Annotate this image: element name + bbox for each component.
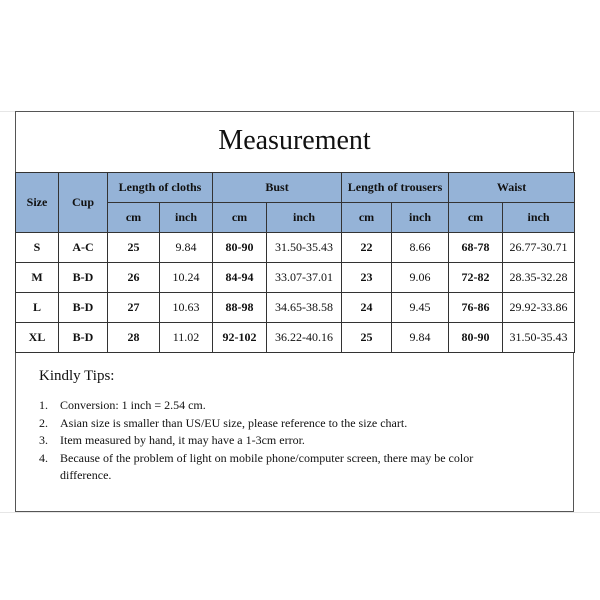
cell-trousers-inch: 8.66 bbox=[392, 233, 449, 263]
cell-cloth-cm: 25 bbox=[108, 233, 160, 263]
cell-cloth-inch: 10.24 bbox=[160, 263, 213, 293]
cell-bust-inch: 33.07-37.01 bbox=[267, 263, 342, 293]
tip-number: 4. bbox=[39, 450, 48, 465]
cell-trousers-inch: 9.84 bbox=[392, 323, 449, 353]
cell-waist-inch: 31.50-35.43 bbox=[503, 323, 575, 353]
tip-number: 1. bbox=[39, 398, 48, 412]
cell-bust-inch: 34.65-38.58 bbox=[267, 293, 342, 323]
tip-text: Conversion: 1 inch = 2.54 cm. bbox=[60, 398, 206, 412]
cell-waist-cm: 72-82 bbox=[449, 263, 503, 293]
cell-bust-cm: 88-98 bbox=[213, 293, 267, 323]
tip-item bbox=[39, 415, 490, 433]
header-unit: cm bbox=[342, 203, 392, 233]
tip-item bbox=[39, 397, 490, 415]
header-unit: inch bbox=[392, 203, 449, 233]
cell-size: L bbox=[16, 293, 59, 323]
header-cup: Cup bbox=[59, 173, 108, 233]
cell-cloth-inch: 9.84 bbox=[160, 233, 213, 263]
cell-waist-inch: 26.77-30.71 bbox=[503, 233, 575, 263]
header-length-of-cloths: Length of cloths bbox=[108, 173, 213, 203]
cell-waist-cm: 68-78 bbox=[449, 233, 503, 263]
cell-cloth-inch: 11.02 bbox=[160, 323, 213, 353]
tip-number: 3. bbox=[39, 433, 48, 447]
table-row bbox=[16, 233, 575, 263]
cell-bust-cm: 84-94 bbox=[213, 263, 267, 293]
cell-trousers-inch: 9.45 bbox=[392, 293, 449, 323]
header-unit: cm bbox=[449, 203, 503, 233]
divider-bottom bbox=[0, 512, 600, 513]
header-size: Size bbox=[16, 173, 59, 233]
cell-cup: B-D bbox=[59, 263, 108, 293]
cell-waist-cm: 80-90 bbox=[449, 323, 503, 353]
table-row bbox=[16, 323, 575, 353]
cell-cloth-cm: 27 bbox=[108, 293, 160, 323]
tip-text: Asian size is smaller than US/EU size, please reference to the size chart. bbox=[60, 415, 408, 430]
table-row bbox=[16, 263, 575, 293]
table-row bbox=[16, 293, 575, 323]
tip-text: Because of the problem of light on mobile phone/computer screen, there may be color difference. bbox=[60, 450, 474, 482]
cell-bust-cm: 92-102 bbox=[213, 323, 267, 353]
tip-text: Item measured by hand, it may have a 1-3cm error. bbox=[60, 433, 305, 447]
cell-size: S bbox=[16, 233, 59, 263]
size-chart-card bbox=[15, 111, 574, 512]
cell-trousers-cm: 24 bbox=[342, 293, 392, 323]
cell-trousers-cm: 23 bbox=[342, 263, 392, 293]
header-row-groups bbox=[16, 173, 575, 203]
cell-cloth-inch: 10.63 bbox=[160, 293, 213, 323]
header-unit: inch bbox=[160, 203, 213, 233]
tip-item bbox=[39, 432, 490, 450]
cell-trousers-cm: 22 bbox=[342, 233, 392, 263]
cell-waist-cm: 76-86 bbox=[449, 293, 503, 323]
cell-cup: A-C bbox=[59, 233, 108, 263]
header-unit: cm bbox=[108, 203, 160, 233]
page-title: Measurement bbox=[218, 125, 371, 156]
header-unit: inch bbox=[503, 203, 575, 233]
header-length-of-trousers: Length of trousers bbox=[342, 173, 449, 203]
cell-waist-inch: 28.35-32.28 bbox=[503, 263, 575, 293]
cell-cloth-cm: 28 bbox=[108, 323, 160, 353]
header-unit: inch bbox=[267, 203, 342, 233]
cell-bust-inch: 31.50-35.43 bbox=[267, 233, 342, 263]
tips-title: Kindly Tips: bbox=[39, 368, 115, 384]
tips-section bbox=[39, 368, 490, 485]
cell-size: M bbox=[16, 263, 59, 293]
cell-cup: B-D bbox=[59, 293, 108, 323]
cell-trousers-cm: 25 bbox=[342, 323, 392, 353]
tips-list bbox=[39, 397, 490, 485]
cell-cloth-cm: 26 bbox=[108, 263, 160, 293]
size-table bbox=[15, 172, 575, 353]
cell-bust-cm: 80-90 bbox=[213, 233, 267, 263]
cell-size: XL bbox=[16, 323, 59, 353]
cell-waist-inch: 29.92-33.86 bbox=[503, 293, 575, 323]
tip-number: 2. bbox=[39, 415, 48, 430]
tip-item bbox=[39, 450, 490, 485]
header-waist: Waist bbox=[449, 173, 575, 203]
header-bust: Bust bbox=[213, 173, 342, 203]
cell-trousers-inch: 9.06 bbox=[392, 263, 449, 293]
header-unit: cm bbox=[213, 203, 267, 233]
cell-cup: B-D bbox=[59, 323, 108, 353]
cell-bust-inch: 36.22-40.16 bbox=[267, 323, 342, 353]
